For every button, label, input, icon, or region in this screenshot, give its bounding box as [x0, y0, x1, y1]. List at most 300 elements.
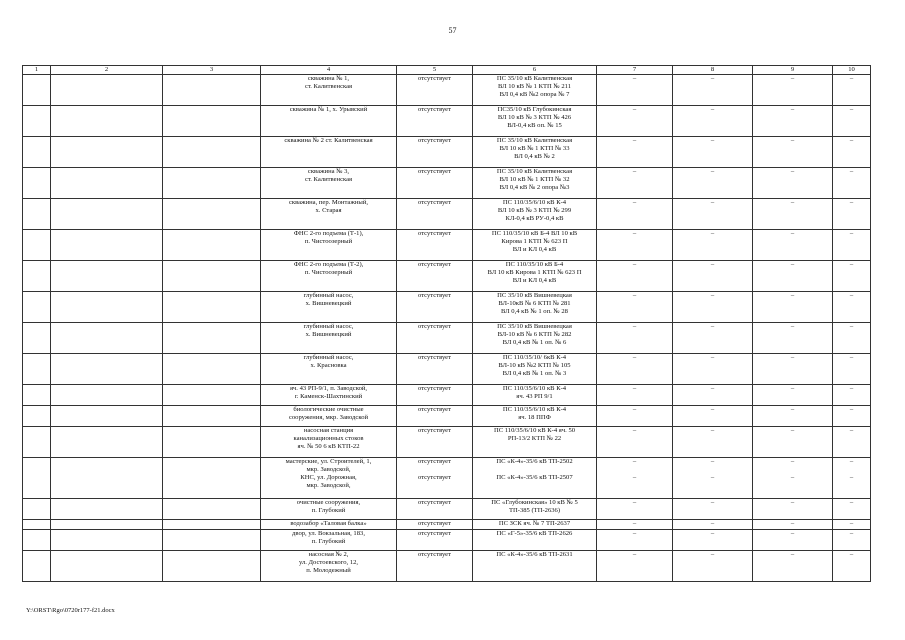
- cell-col-5: [397, 354, 473, 385]
- cell-line: –: [790, 427, 795, 434]
- cell-line: отсутствует: [418, 106, 451, 113]
- cell-line: –: [849, 292, 854, 299]
- cell-col-6: [473, 385, 597, 406]
- cell-col-5: [397, 406, 473, 427]
- cell-line: –: [632, 474, 637, 481]
- table-row: [23, 106, 871, 137]
- cell-line: ВЛ-0,4 кВ оп. № 15: [507, 122, 562, 129]
- table-row: [23, 261, 871, 292]
- cell-col-6: [473, 427, 597, 458]
- cell-line: –: [790, 137, 795, 144]
- cell-line: отсутствует: [418, 520, 451, 527]
- cell-col-8: [673, 292, 753, 323]
- cell-col-8: [673, 75, 753, 106]
- cell-col-3: [163, 354, 261, 385]
- cell-line: биологические очистные: [293, 406, 364, 413]
- cell-line: ВЛ-10 кВ №2 КТП № 105: [498, 362, 571, 369]
- cell-col-2: [51, 106, 163, 137]
- cell-col-8: [673, 137, 753, 168]
- cell-col-1: [23, 458, 51, 499]
- cell-col-10: [833, 385, 871, 406]
- cell-col-9: [753, 427, 833, 458]
- cell-line: п. Глубокий: [311, 507, 346, 514]
- cell-line: –: [790, 474, 795, 481]
- cell-line: –: [710, 261, 715, 268]
- cell-line: отсутствует: [418, 474, 451, 481]
- cell-line: ВЛ-10кВ № 6 КТП № 281: [498, 300, 571, 307]
- cell-col-9: [753, 354, 833, 385]
- cell-col-9: [753, 292, 833, 323]
- cell-line: –: [849, 323, 854, 330]
- cell-col-3: [163, 199, 261, 230]
- cell-col-10: [833, 458, 871, 499]
- cell-col-9: [753, 530, 833, 551]
- cell-col-2: [51, 520, 163, 530]
- cell-line: –: [849, 530, 854, 537]
- cell-col-8: [673, 385, 753, 406]
- cell-line: –: [790, 385, 795, 392]
- cell-col-3: [163, 230, 261, 261]
- cell-line: х. Старая: [315, 207, 342, 214]
- cell-line: –: [790, 168, 795, 175]
- cell-col-2: [51, 499, 163, 520]
- cell-line: отсутствует: [418, 230, 451, 237]
- cell-line: ВЛ 0,4 кВ № 1 оп. № 6: [502, 339, 567, 346]
- table-row: [23, 406, 871, 427]
- cell-line: ВЛ 0,4 кВ №2 опора № 7: [499, 91, 570, 98]
- cell-line: –: [632, 551, 637, 558]
- cell-line: яч. 18 ППФ: [518, 414, 551, 421]
- cell-col-7: [597, 292, 673, 323]
- cell-col-5: [397, 261, 473, 292]
- cell-col-5: [397, 323, 473, 354]
- cell-line: ПС 110/35/6/10 кВ К-4 яч. 50: [493, 427, 576, 434]
- cell-col-5: [397, 230, 473, 261]
- cell-line: ст. Калитвенская: [304, 83, 353, 90]
- cell-col-5: [397, 106, 473, 137]
- cell-line: ФНС 2-го подъема (Т-1),: [293, 230, 364, 237]
- cell-line: –: [710, 406, 715, 413]
- cell-col-10: [833, 199, 871, 230]
- cell-col-4: [261, 458, 397, 499]
- cell-line: –: [790, 530, 795, 537]
- cell-line: –: [849, 551, 854, 558]
- cell-line: глубинный насос,: [303, 323, 354, 330]
- cell-col-1: [23, 261, 51, 292]
- cell-col-8: [673, 520, 753, 530]
- cell-line: скважина № 2 ст. Калитвенская: [284, 137, 373, 144]
- cell-col-10: [833, 106, 871, 137]
- cell-col-3: [163, 323, 261, 354]
- cell-col-6: [473, 323, 597, 354]
- cell-line: –: [790, 551, 795, 558]
- cell-line: –: [632, 499, 637, 506]
- cell-col-9: [753, 406, 833, 427]
- cell-col-1: [23, 551, 51, 582]
- cell-col-1: [23, 292, 51, 323]
- cell-line: –: [632, 75, 637, 82]
- cell-line: ВЛ 10 кВ № 1 КТП № 33: [499, 145, 570, 152]
- cell-line: –: [710, 520, 715, 527]
- cell-col-4: [261, 427, 397, 458]
- cell-line: насосная № 2,: [308, 551, 349, 558]
- cell-line: [835, 482, 868, 490]
- cell-col-4: [261, 499, 397, 520]
- cell-col-5: [397, 427, 473, 458]
- cell-col-7: [597, 406, 673, 427]
- cell-line: –: [849, 199, 854, 206]
- cell-col-8: [673, 427, 753, 458]
- cell-line: –: [790, 406, 795, 413]
- cell-col-2: [51, 168, 163, 199]
- cell-col-8: [673, 323, 753, 354]
- cell-col-9: [753, 199, 833, 230]
- cell-line: ПС ЗСК яч. № 7 ТП-2637: [498, 520, 571, 527]
- cell-line: –: [710, 474, 715, 481]
- cell-line: отсутствует: [418, 137, 451, 144]
- cell-col-9: [753, 520, 833, 530]
- cell-col-6: [473, 354, 597, 385]
- cell-col-10: [833, 323, 871, 354]
- cell-line: [835, 466, 868, 474]
- cell-col-6: [473, 106, 597, 137]
- cell-col-9: [753, 75, 833, 106]
- cell-col-1: [23, 385, 51, 406]
- cell-line: п. Чистоозерный: [304, 238, 353, 245]
- cell-col-1: [23, 530, 51, 551]
- table-row: [23, 427, 871, 458]
- cell-line: –: [790, 520, 795, 527]
- cell-line: мкр. Заводской,: [306, 466, 351, 473]
- cell-line: ВЛ 10 кВ № 1 КТП № 32: [499, 176, 570, 183]
- cell-col-3: [163, 106, 261, 137]
- cell-line: ст. Калитвенская: [304, 176, 353, 183]
- cell-col-1: [23, 168, 51, 199]
- column-number-4: 4: [261, 66, 397, 75]
- table-row: [23, 230, 871, 261]
- cell-line: х. Красновка: [310, 362, 347, 369]
- cell-col-1: [23, 75, 51, 106]
- cell-line: [399, 466, 470, 474]
- cell-col-9: [753, 168, 833, 199]
- cell-col-10: [833, 406, 871, 427]
- cell-line: –: [632, 168, 637, 175]
- cell-col-4: [261, 106, 397, 137]
- cell-col-1: [23, 406, 51, 427]
- cell-col-9: [753, 385, 833, 406]
- cell-line: –: [790, 106, 795, 113]
- cell-line: [475, 466, 594, 474]
- cell-col-5: [397, 530, 473, 551]
- cell-col-7: [597, 385, 673, 406]
- cell-col-4: [261, 354, 397, 385]
- cell-col-1: [23, 427, 51, 458]
- cell-col-9: [753, 106, 833, 137]
- cell-col-2: [51, 75, 163, 106]
- cell-line: отсутствует: [418, 499, 451, 506]
- table-row: [23, 75, 871, 106]
- cell-col-7: [597, 458, 673, 499]
- cell-line: [475, 482, 594, 490]
- cell-col-10: [833, 520, 871, 530]
- cell-col-1: [23, 323, 51, 354]
- column-number-2: 2: [51, 66, 163, 75]
- cell-line: –: [632, 458, 637, 465]
- cell-line: ПС 35/10 кВ Вишневецкая: [497, 292, 572, 299]
- cell-line: ПС «Глубокинская» 10 кВ № 5: [491, 499, 578, 506]
- cell-line: –: [849, 474, 854, 481]
- cell-col-6: [473, 199, 597, 230]
- cell-col-3: [163, 551, 261, 582]
- cell-line: –: [849, 168, 854, 175]
- cell-col-8: [673, 458, 753, 499]
- cell-line: –: [849, 137, 854, 144]
- cell-col-5: [397, 75, 473, 106]
- cell-col-1: [23, 354, 51, 385]
- cell-col-4: [261, 230, 397, 261]
- cell-line: отсутствует: [418, 168, 451, 175]
- table-row: [23, 137, 871, 168]
- cell-line: мастерские, ул. Строителей, 1,: [285, 458, 372, 465]
- cell-line: ПС 110/35/10/ 6кВ К-4: [502, 354, 567, 361]
- cell-col-7: [597, 354, 673, 385]
- cell-line: –: [710, 530, 715, 537]
- cell-col-2: [51, 292, 163, 323]
- cell-col-10: [833, 230, 871, 261]
- cell-col-2: [51, 427, 163, 458]
- cell-line: ТП-385 (ТП-2636): [508, 507, 561, 514]
- cell-col-9: [753, 137, 833, 168]
- cell-col-9: [753, 230, 833, 261]
- cell-col-7: [597, 520, 673, 530]
- cell-col-2: [51, 137, 163, 168]
- cell-line: х. Вишневецкий: [305, 300, 352, 307]
- cell-col-4: [261, 385, 397, 406]
- cell-col-7: [597, 230, 673, 261]
- cell-line: насосная станция: [303, 427, 354, 434]
- page-number: 57: [448, 26, 457, 35]
- cell-line: ВЛ 0,4 кВ № 1 оп. № 3: [502, 370, 567, 377]
- cell-line: –: [710, 323, 715, 330]
- cell-col-9: [753, 261, 833, 292]
- column-number-7: 7: [597, 66, 673, 75]
- cell-col-8: [673, 168, 753, 199]
- cell-col-6: [473, 530, 597, 551]
- cell-line: ПС 35/10 кВ Калитвенская: [496, 168, 573, 175]
- cell-line: –: [710, 551, 715, 558]
- cell-line: –: [710, 199, 715, 206]
- cell-line: глубинный насос,: [303, 354, 354, 361]
- cell-line: ВЛ и КЛ 0,4 кВ: [512, 246, 557, 253]
- cell-line: скважина № 3,: [307, 168, 350, 175]
- column-number-1: 1: [23, 66, 51, 75]
- table-row: [23, 458, 871, 499]
- cell-line: отсутствует: [418, 551, 451, 558]
- cell-line: ВЛ-10 кВ № 6 КТП № 282: [497, 331, 572, 338]
- cell-col-2: [51, 354, 163, 385]
- cell-col-8: [673, 551, 753, 582]
- cell-col-5: [397, 137, 473, 168]
- cell-line: отсутствует: [418, 385, 451, 392]
- cell-line: –: [790, 230, 795, 237]
- cell-line: ПС «К-4»-35/6 кВ ТП-2507: [496, 474, 573, 481]
- cell-line: –: [632, 199, 637, 206]
- cell-line: мкр. Заводской,: [306, 482, 351, 489]
- cell-col-8: [673, 499, 753, 520]
- cell-line: –: [849, 106, 854, 113]
- cell-col-2: [51, 530, 163, 551]
- cell-col-6: [473, 520, 597, 530]
- cell-line: –: [849, 75, 854, 82]
- cell-line: –: [710, 75, 715, 82]
- table-row: [23, 499, 871, 520]
- cell-line: ВЛ 10 кВ № 1 КТП № 211: [497, 83, 572, 90]
- cell-line: ПС 35/10 кВ Калитвенская: [496, 75, 573, 82]
- table-row: [23, 530, 871, 551]
- cell-col-7: [597, 499, 673, 520]
- cell-col-3: [163, 530, 261, 551]
- cell-col-2: [51, 551, 163, 582]
- cell-line: ВЛ 10 кВ Кирова 1 КТП № 623 П: [487, 269, 582, 276]
- cell-line: –: [710, 230, 715, 237]
- cell-col-4: [261, 406, 397, 427]
- cell-col-2: [51, 199, 163, 230]
- cell-col-1: [23, 199, 51, 230]
- cell-line: ВЛ и КЛ 0,4 кВ: [512, 277, 557, 284]
- cell-line: ПС 110/35/10 кВ Б-4 ВЛ 10 кВ: [491, 230, 578, 237]
- cell-col-10: [833, 427, 871, 458]
- cell-col-10: [833, 75, 871, 106]
- cell-col-8: [673, 230, 753, 261]
- cell-col-4: [261, 168, 397, 199]
- cell-line: сооружения, мкр. Заводской: [288, 414, 369, 421]
- cell-line: [755, 466, 830, 474]
- cell-col-9: [753, 458, 833, 499]
- cell-col-3: [163, 385, 261, 406]
- cell-line: –: [710, 427, 715, 434]
- cell-line: –: [790, 261, 795, 268]
- cell-line: –: [790, 292, 795, 299]
- cell-line: яч. 43 РП 9/1: [516, 393, 553, 400]
- cell-line: канализационных стоков: [293, 435, 364, 442]
- cell-col-5: [397, 168, 473, 199]
- cell-col-6: [473, 458, 597, 499]
- table-row: [23, 520, 871, 530]
- cell-col-4: [261, 199, 397, 230]
- cell-line: ВЛ 10 кВ № 3 КТП № 426: [497, 114, 572, 121]
- cell-col-6: [473, 230, 597, 261]
- cell-line: –: [710, 292, 715, 299]
- column-number-6: 6: [473, 66, 597, 75]
- cell-col-2: [51, 230, 163, 261]
- cell-col-10: [833, 551, 871, 582]
- cell-col-7: [597, 75, 673, 106]
- cell-col-7: [597, 551, 673, 582]
- table-row: [23, 199, 871, 230]
- cell-line: ПС35/10 кВ Глубокинская: [497, 106, 572, 113]
- cell-line: –: [849, 261, 854, 268]
- cell-line: –: [632, 385, 637, 392]
- cell-col-2: [51, 261, 163, 292]
- cell-col-6: [473, 137, 597, 168]
- cell-line: КЛ-0,4 кВ РУ-0,4 кВ: [505, 215, 564, 222]
- cell-col-1: [23, 499, 51, 520]
- cell-col-10: [833, 137, 871, 168]
- cell-col-6: [473, 499, 597, 520]
- cell-col-5: [397, 385, 473, 406]
- cell-line: –: [632, 323, 637, 330]
- cell-line: отсутствует: [418, 199, 451, 206]
- cell-line: –: [849, 520, 854, 527]
- cell-line: –: [710, 385, 715, 392]
- cell-line: –: [790, 199, 795, 206]
- cell-line: ПС 35/10 кВ Калитвенская: [496, 137, 573, 144]
- column-number-3: 3: [163, 66, 261, 75]
- cell-line: отсутствует: [418, 292, 451, 299]
- cell-col-10: [833, 530, 871, 551]
- cell-line: очистные сооружения,: [296, 499, 361, 506]
- cell-col-3: [163, 168, 261, 199]
- cell-col-9: [753, 323, 833, 354]
- cell-col-8: [673, 199, 753, 230]
- cell-col-3: [163, 520, 261, 530]
- cell-line: отсутствует: [418, 427, 451, 434]
- cell-line: ПС «К-4»-35/6 кВ ТП-2502: [496, 458, 573, 465]
- cell-line: –: [849, 385, 854, 392]
- cell-col-7: [597, 106, 673, 137]
- cell-line: –: [710, 354, 715, 361]
- cell-line: п. Молодежный: [306, 567, 351, 574]
- cell-line: –: [632, 520, 637, 527]
- cell-col-8: [673, 261, 753, 292]
- cell-line: –: [632, 292, 637, 299]
- cell-col-8: [673, 406, 753, 427]
- cell-line: –: [632, 137, 637, 144]
- cell-line: –: [632, 106, 637, 113]
- file-path-footer: Y:\ORST\Rgo\0720r177-f21.docx: [26, 607, 115, 614]
- cell-line: [675, 482, 750, 490]
- column-number-row: [23, 66, 871, 75]
- cell-col-1: [23, 520, 51, 530]
- cell-col-9: [753, 499, 833, 520]
- table-row: [23, 323, 871, 354]
- cell-col-4: [261, 261, 397, 292]
- cell-col-7: [597, 530, 673, 551]
- cell-col-4: [261, 75, 397, 106]
- cell-line: –: [849, 354, 854, 361]
- cell-line: –: [790, 323, 795, 330]
- cell-line: ПС 110/35/10 кВ Б-4: [505, 261, 564, 268]
- cell-line: ПС 110/35/6/10 кВ К-4: [502, 406, 567, 413]
- cell-line: водозабор «Таловая балка»: [290, 520, 367, 527]
- cell-line: отсутствует: [418, 458, 451, 465]
- cell-line: отсутствует: [418, 530, 451, 537]
- cell-line: –: [710, 137, 715, 144]
- cell-line: яч. № 50 6 кВ КТП-22: [297, 443, 360, 450]
- cell-line: отсутствует: [418, 354, 451, 361]
- cell-col-7: [597, 323, 673, 354]
- cell-col-6: [473, 551, 597, 582]
- cell-col-6: [473, 292, 597, 323]
- cell-col-4: [261, 292, 397, 323]
- cell-col-7: [597, 199, 673, 230]
- infrastructure-table: [22, 65, 871, 582]
- cell-line: Кирова 1 КТП № 623 П: [501, 238, 568, 245]
- cell-line: –: [790, 499, 795, 506]
- cell-col-5: [397, 551, 473, 582]
- table-row: [23, 354, 871, 385]
- cell-col-5: [397, 499, 473, 520]
